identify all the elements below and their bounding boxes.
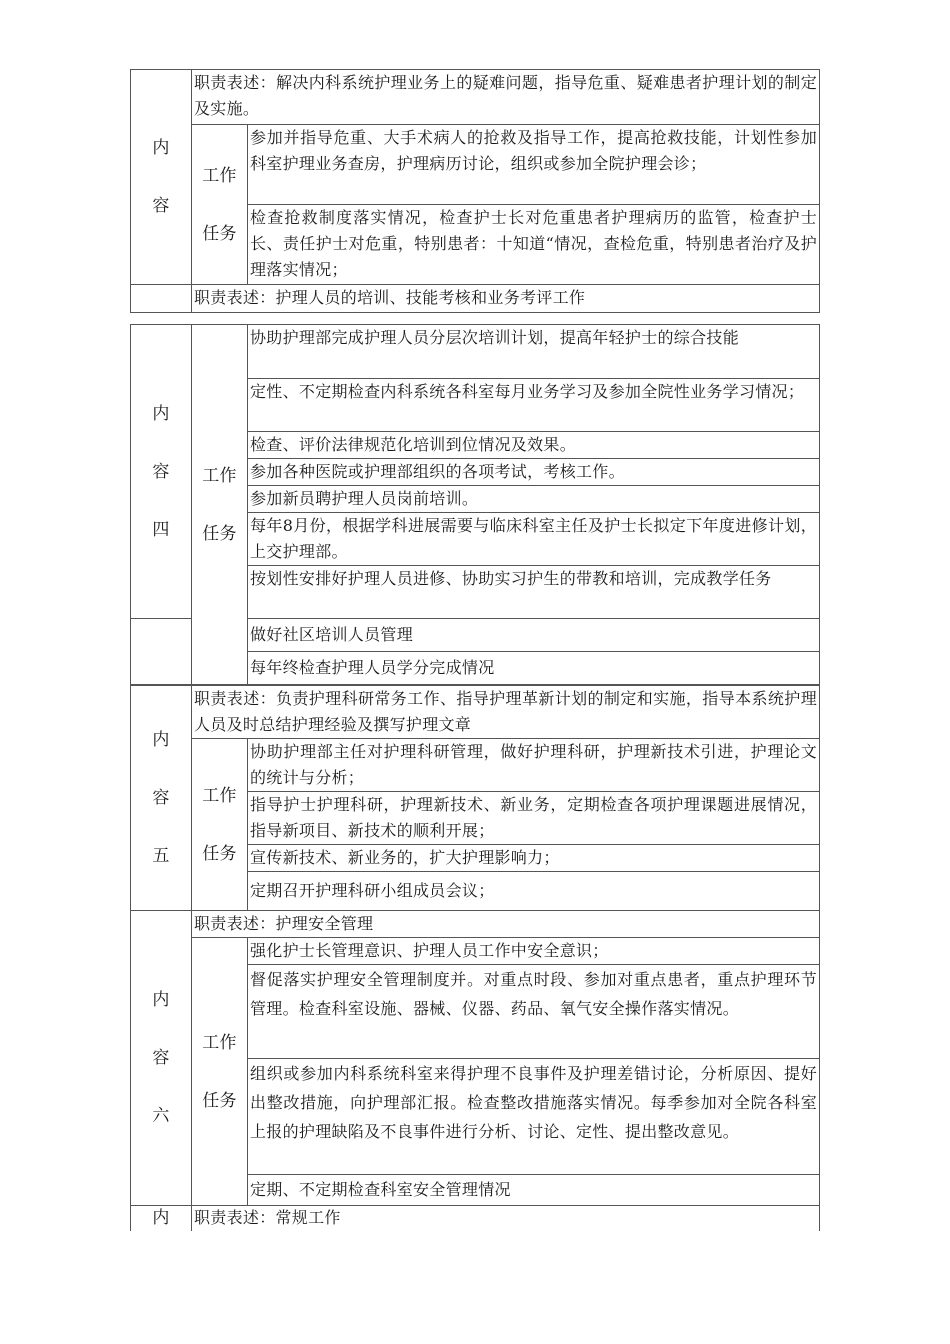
task-item: 协助护理部主任对护理科研管理，做好护理科研，护理新技术引进，护理论文的统计与分析； bbox=[248, 739, 820, 792]
section-label: 内 bbox=[131, 1206, 192, 1232]
task-item: 参加各种医院或护理部组织的各项考试，考核工作。 bbox=[248, 459, 820, 486]
task-item: 定期、不定期检查科室安全管理情况 bbox=[248, 1175, 820, 1206]
task-item: 做好社区培训人员管理 bbox=[248, 619, 820, 652]
task-label: 工作 任务 bbox=[192, 125, 248, 285]
section-label: 内 容 四 bbox=[131, 325, 192, 619]
duty-statement: 职责表述：护理安全管理 bbox=[192, 911, 820, 938]
duty-statement: 职责表述：护理人员的培训、技能考核和业务考评工作 bbox=[192, 285, 820, 313]
task-item: 每年终检查护理人员学分完成情况 bbox=[248, 652, 820, 685]
task-item: 检查抢救制度落实情况，检查护士长对危重患者护理病历的监管，检查护士长、责任护士对危重，特别患者：十知道“情况，查检危重，特别患者治疗及护理落实情况； bbox=[248, 205, 820, 285]
task-item: 定性、不定期检查内科系统各科室每月业务学习及参加全院性业务学习情况； bbox=[248, 379, 820, 432]
task-label: 工作 任务 bbox=[192, 739, 248, 911]
task-item: 定期召开护理科研小组成员会议； bbox=[248, 872, 820, 911]
task-item: 组织或参加内科系统科室来得护理不良事件及护理差错讨论，分析原因、提好出整改措施，向护理部汇报。检查整改措施落实情况。每季参加对全院各科室上报的护理缺陷及不良事件进行分析、讨论、定性、提出整改意见。 bbox=[248, 1059, 820, 1175]
duty-table-block-3 bbox=[130, 685, 820, 911]
task-item: 协助护理部完成护理人员分层次培训计划，提高年轻护士的综合技能 bbox=[248, 325, 820, 379]
task-item: 指导护士护理科研，护理新技术、新业务，定期检查各项护理课题进展情况，指导新项目、新技术的顺利开展； bbox=[248, 792, 820, 845]
section-label: 内 容 六 bbox=[131, 911, 192, 1206]
duty-statement: 职责表述：解决内科系统护理业务上的疑难问题，指导危重、疑难患者护理计划的制定及实施。 bbox=[192, 70, 820, 125]
task-item: 督促落实护理安全管理制度并。对重点时段、参加对重点患者，重点护理环节管理。检查科室设施、器械、仪器、药品、氧气安全操作落实情况。 bbox=[248, 965, 820, 1059]
section-label: 内 容 五 bbox=[131, 686, 192, 911]
task-label: 工作 任务 bbox=[192, 938, 248, 1206]
task-item: 检查、评价法律规范化培训到位情况及效果。 bbox=[248, 432, 820, 459]
duty-statement: 职责表述：负责护理科研常务工作、指导护理革新计划的制定和实施，指导本系统护理人员及时总结护理经验及撰写护理文章 bbox=[192, 686, 820, 739]
duty-table-block-2 bbox=[130, 324, 820, 685]
duty-table-block-5 bbox=[130, 1205, 820, 1231]
task-item: 强化护士长管理意识、护理人员工作中安全意识； bbox=[248, 938, 820, 965]
task-item: 每年8月份，根据学科进展需要与临床科室主任及护士长拟定下年度进修计划，上交护理部。 bbox=[248, 513, 820, 566]
task-item: 参加并指导危重、大手术病人的抢救及指导工作，提高抢救技能，计划性参加科室护理业务查房，护理病历讨论，组织或参加全院护理会诊； bbox=[248, 125, 820, 205]
section-label: 内 容 bbox=[131, 70, 192, 285]
duty-statement: 职责表述：常规工作 bbox=[192, 1206, 820, 1232]
duty-table-block-4 bbox=[130, 910, 820, 1206]
task-item: 按划性安排好护理人员进修、协助实习护生的带教和培训，完成教学任务 bbox=[248, 566, 820, 619]
task-item: 参加新员聘护理人员岗前培训。 bbox=[248, 486, 820, 513]
task-item: 宣传新技术、新业务的，扩大护理影响力； bbox=[248, 845, 820, 872]
task-label: 工作 任务 bbox=[192, 325, 248, 685]
duty-table-block-1 bbox=[130, 69, 820, 313]
